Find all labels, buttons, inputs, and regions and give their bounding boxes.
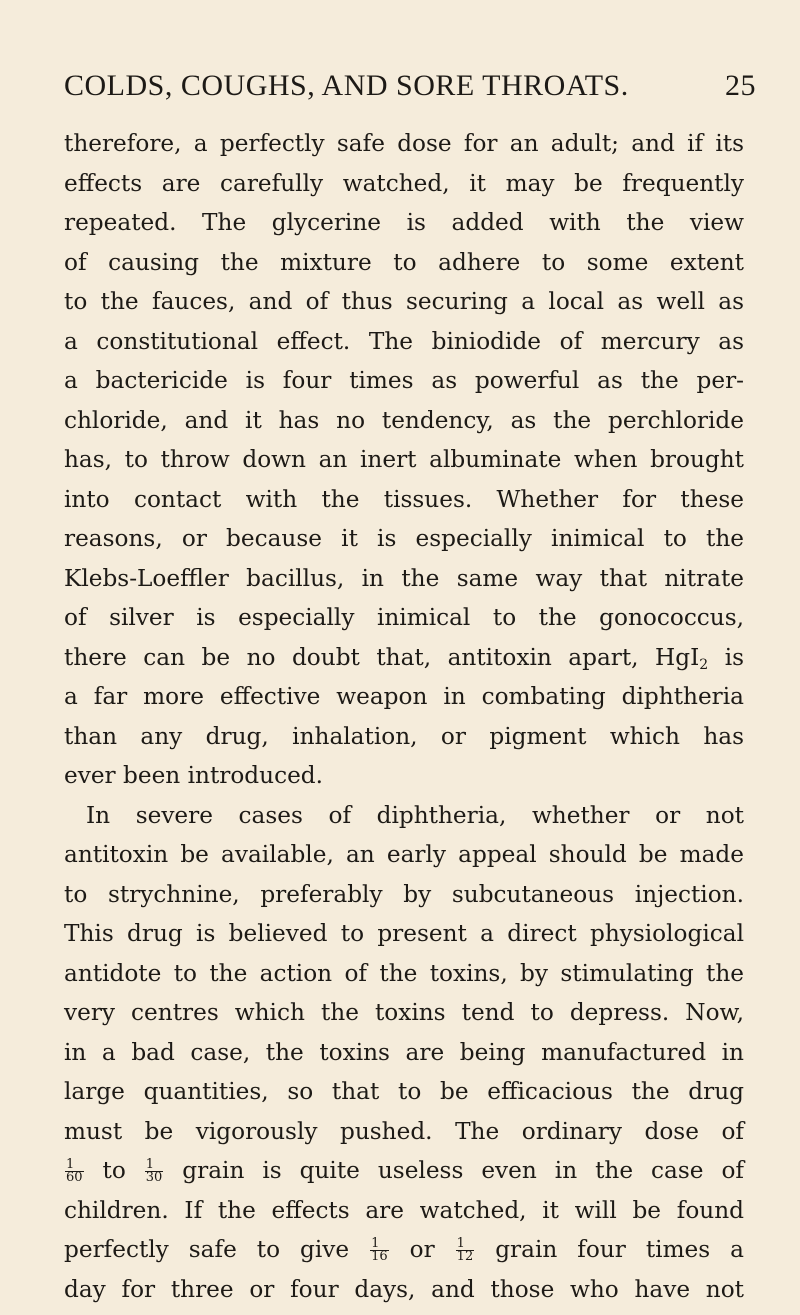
text-line: must be vigorously pushed. The ordinary dose of (64, 1117, 744, 1145)
text-line: than any drug, inhalation, or pigment which has (64, 722, 744, 750)
text-line: therefore, a perfectly safe dose for an adult; and if its (64, 130, 744, 157)
text-line: to strychnine, preferably by subcutaneous injection. (64, 880, 744, 908)
text-line: children. If the effects are watched, it will be found (64, 1196, 744, 1224)
fraction (370, 1235, 389, 1264)
line-text: is (708, 643, 745, 671)
text-line: a constitutional effect. The biniodide of mercury as (64, 327, 744, 355)
text-line: ever been introduced. (64, 762, 324, 789)
fraction-numerator: 1 (456, 1238, 475, 1251)
text-line: has, to throw down an inert albuminate when brought (64, 446, 744, 473)
text-line-with-formula (64, 638, 744, 678)
text-line: antidote to the action of the toxins, by stimulating the (64, 959, 744, 987)
page-number: 25 (725, 69, 756, 102)
text-line: chloride, and it has no tendency, as the perchloride (64, 406, 744, 434)
text-line: of causing the mixture to adhere to some extent (64, 248, 744, 276)
text-line: to the fauces, and of thus securing a local as well as (64, 288, 744, 315)
fraction (456, 1235, 475, 1264)
text-line: In severe cases of diphtheria, whether or not (86, 801, 744, 829)
text-line: into contact with the tissues. Whether for these (64, 485, 744, 513)
fraction-numerator: 1 (370, 1238, 389, 1251)
text-line: reasons, or because it is especially inimical to the (64, 525, 744, 552)
line-text: perfectly safe to give (64, 1236, 370, 1263)
fraction-denominator: 12 (456, 1248, 474, 1264)
fraction-numerator: 1 (65, 1159, 84, 1172)
text-line: repeated. The glycerine is added with the view (64, 209, 744, 236)
text-line: day for three or four days, and those who have not (64, 1275, 744, 1303)
fraction-denominator: 30 (145, 1169, 163, 1185)
text-line: large quantities, so that to be efficacious the drug (64, 1078, 744, 1105)
fraction-denominator: 16 (371, 1248, 388, 1264)
text-line: of silver is especially inimical to the gonococcus, (64, 604, 744, 631)
line-text: to (84, 1157, 144, 1184)
text-line: a bactericide is four times as powerful as the per- (64, 367, 744, 394)
text-line: Klebs-Loeffler bacillus, in the same way that nitrate (64, 564, 744, 592)
line-text: there can be no doubt that, antitoxin apart, HgI (64, 643, 700, 671)
text-line-with-fractions (64, 1151, 744, 1191)
fraction (145, 1156, 164, 1185)
text-line: effects are carefully watched, it may be frequently (64, 169, 744, 197)
line-text: grain four times a (475, 1236, 744, 1263)
running-head: COLDS, COUGHS, AND SORE THROATS. (64, 69, 629, 102)
subscript: 2 (699, 656, 709, 673)
text-line: very centres which the toxins tend to depress. Now, (64, 999, 744, 1026)
fraction (65, 1156, 84, 1185)
line-text: grain is quite useless even in the case of (164, 1157, 744, 1184)
line-text: or (389, 1236, 455, 1263)
text-line: antitoxin be available, an early appeal should be made (64, 841, 744, 868)
fraction-denominator: 60 (66, 1169, 83, 1185)
text-line: a far more effective weapon in combating diphtheria (64, 683, 744, 710)
text-line: in a bad case, the toxins are being manufactured in (64, 1038, 744, 1066)
fraction-numerator: 1 (145, 1159, 164, 1172)
page-header (64, 66, 756, 106)
text-line-with-fractions (64, 1230, 744, 1270)
text-line: This drug is believed to present a direct physiological (64, 920, 744, 947)
body-text (64, 124, 744, 1309)
